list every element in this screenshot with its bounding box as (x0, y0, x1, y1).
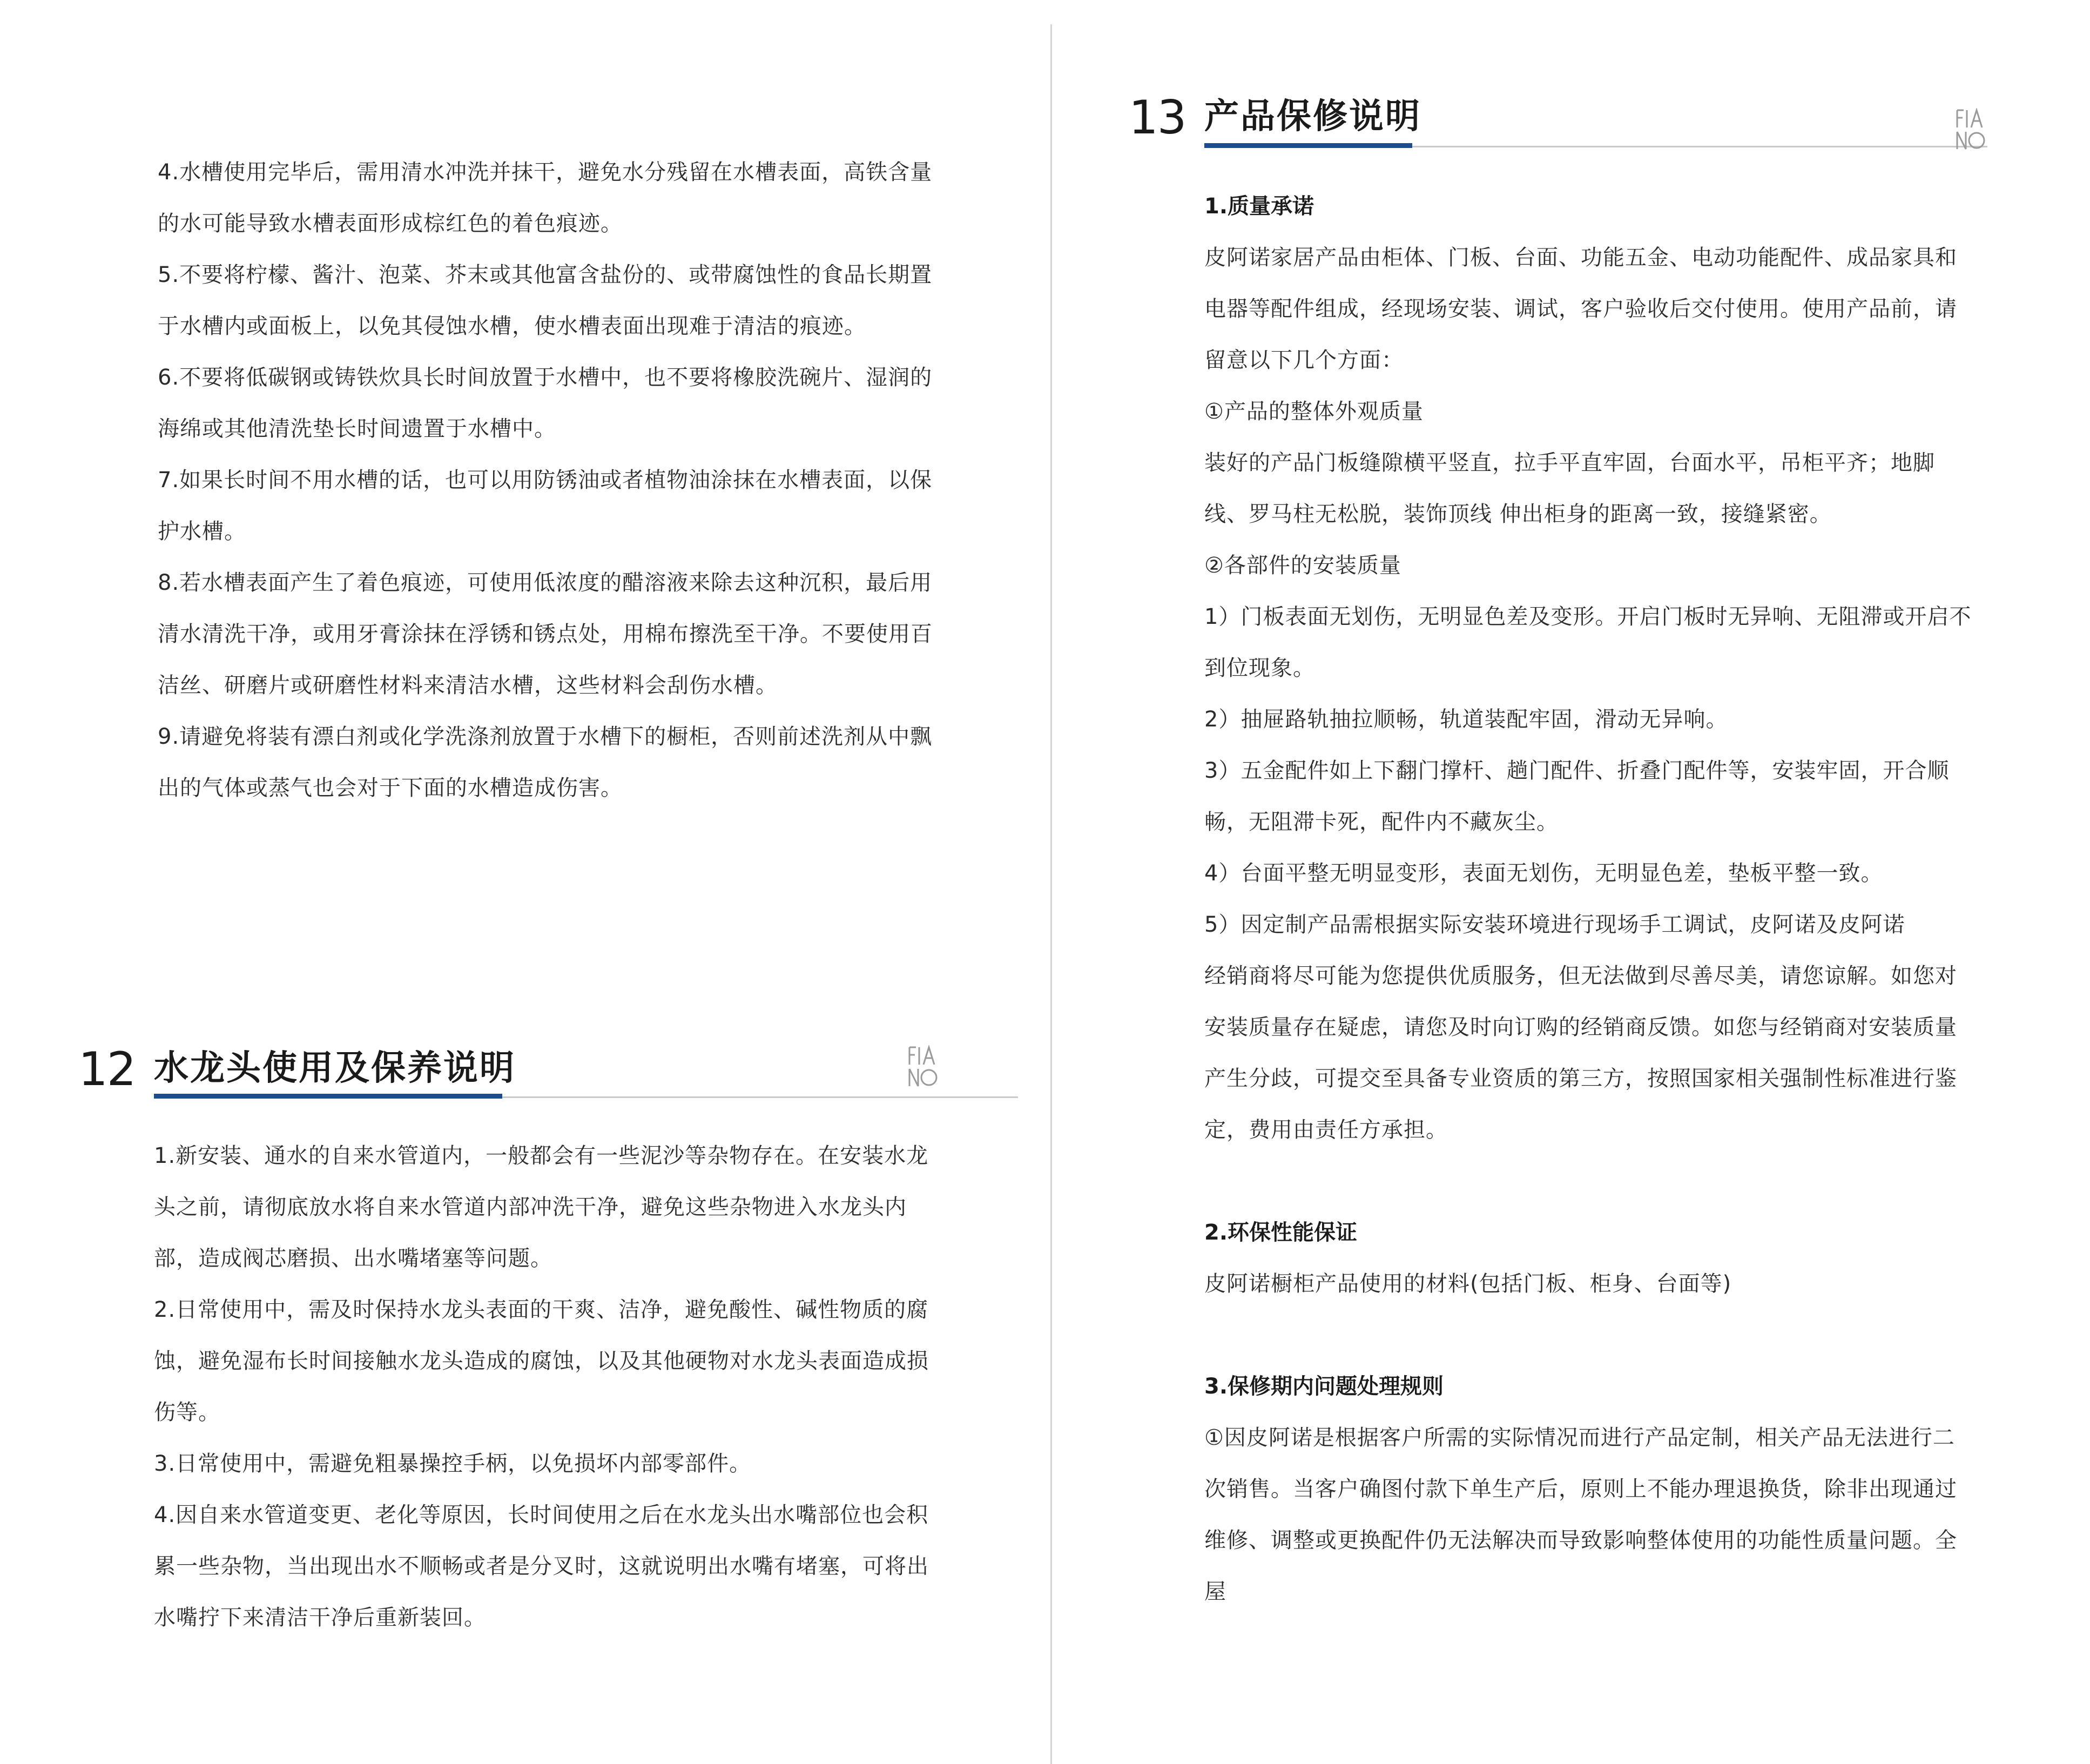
paragraph: 皮阿诺橱柜产品使用的材料(包括门板、柜身、台面等) (1204, 1271, 1732, 1296)
list-item: 9.请避免将装有漂白剂或化学洗涤剂放置于水槽下的橱柜，否则前述洗剂从中飘出的气体或蒸气也会对于下面的水槽造成伤害。 (158, 724, 933, 800)
section-number: 13 (1129, 91, 1186, 145)
list-item: 4.因自来水管道变更、老化等原因，长时间使用之后在水龙头出水嘴部位也会积累一些杂物，当出现出水不顺畅或者是分叉时，这就说明出水嘴有堵塞，可将出水嘴拧下来清洁干净后重新装回。 (154, 1503, 929, 1630)
brand-logo-icon (1955, 108, 1990, 151)
list-item: 4.水槽使用完毕后，需用清水冲洗并抹干，避免水分残留在水槽表面，高铁含量的水可能导致水槽表面形成棕红色的着色痕迹。 (158, 160, 933, 236)
list-item: 6.不要将低碳钢或铸铁炊具长时间放置于水槽中，也不要将橡胶洗碗片、湿润的海绵或其他清洗垫长时间遗置于水槽中。 (158, 365, 933, 441)
right-page (1053, 0, 2090, 1764)
paragraph: 5）因定制产品需根据实际安装环境进行现场手工调试，皮阿诺及皮阿诺 (1204, 912, 1905, 937)
list-item: 8.若水槽表面产生了着色痕迹，可使用低浓度的醋溶液来除去这种沉积，最后用清水清洗干净，或用牙膏涂抹在浮锈和锈点处，用棉布擦洗至干净。不要使用百洁丝、研磨片或研磨性材料来清洁水槽，这些材料会刮伤水槽。 (158, 570, 933, 698)
section-header-13 (1129, 91, 1993, 161)
paragraph: 装好的产品门板缝隙横平竖直，拉手平直牢固，台面水平，吊柜平齐；地脚线、罗马柱无松脱，装饰顶线 伸出柜身的距离一致，接缝紧密。 (1204, 450, 1935, 527)
list-item: 1.新安装、通水的自来水管道内，一般都会有一些泥沙等杂物存在。在安装水龙头之前，请彻底放水将自来水管道内部冲洗干净，避免这些杂物进入水龙头内部，造成阀芯磨损、出水嘴堵塞等问题。 (154, 1143, 929, 1271)
list-item: 7.如果长时间不用水槽的话，也可以用防锈油或者植物油涂抹在水槽表面，以保护水槽。 (158, 468, 933, 544)
sink-care-list (158, 147, 938, 814)
section-title: 水龙头使用及保养说明 (154, 1048, 516, 1088)
page-spine-divider (1050, 24, 1052, 1764)
section-header-12 (78, 1042, 942, 1113)
list-item: 3.日常使用中，需避免粗暴操控手柄，以免损坏内部零部件。 (154, 1451, 752, 1476)
section-number: 12 (78, 1042, 136, 1096)
quality-heading: 1.质量承诺 (1204, 194, 1314, 219)
faucet-care-list (154, 1130, 942, 1644)
paragraph: 4）台面平整无明显变形，表面无划伤，无明显色差，垫板平整一致。 (1204, 861, 1883, 886)
paragraph: 3）五金配件如上下翻门撑杆、趟门配件、折叠门配件等，安装牢固，开合顺畅，无阻滞卡死，配件内不藏灰尘。 (1204, 758, 1950, 834)
paragraph: ②各部件的安装质量 (1204, 553, 1401, 578)
eco-heading: 2.环保性能保证 (1204, 1220, 1358, 1245)
list-item: 2.日常使用中，需及时保持水龙头表面的干爽、洁净，避免酸性、碱性物质的腐蚀，避免湿布长时间接触水龙头造成的腐蚀，以及其他硬物对水龙头表面造成损伤等。 (154, 1297, 929, 1425)
warranty-content (1204, 181, 1974, 1618)
paragraph: 2）抽屉路轨抽拉顺畅，轨道装配牢固，滑动无异响。 (1204, 707, 1728, 732)
spacer (1204, 1310, 1974, 1361)
paragraph: 皮阿诺家居产品由柜体、门板、台面、功能五金、电动功能配件、成品家具和电器等配件组成，经现场安装、调试，客户验收后交付使用。使用产品前，请留意以下几个方面： (1204, 245, 1957, 373)
paragraph: 1）门板表面无划伤，无明显色差及变形。开启门板时无异响、无阻滞或开启不到位现象。 (1204, 604, 1972, 681)
paragraph: ①产品的整体外观质量 (1204, 399, 1424, 424)
paragraph: 经销商将尽可能为您提供优质服务，但无法做到尽善尽美，请您谅解。如您对安装质量存在疑虑，请您及时向订购的经销商反馈。如您与经销商对安装质量产生分歧，可提交至具备专业资质的第三方，按照国家相关强制性标准进行鉴定，费用由责任方承担。 (1204, 964, 1957, 1142)
title-accent-bar (154, 1094, 502, 1099)
section-title: 产品保修说明 (1204, 97, 1421, 137)
list-item: 5.不要将柠檬、酱汁、泡菜、芥末或其他富含盐份的、或带腐蚀性的食品长期置于水槽内或面板上，以免其侵蚀水槽，使水槽表面出现难于清洁的痕迹。 (158, 262, 933, 339)
warranty-rules-heading: 3.保修期内问题处理规则 (1204, 1374, 1444, 1399)
spacer (1204, 1156, 1974, 1207)
title-accent-bar (1204, 143, 1412, 148)
paragraph: ①因皮阿诺是根据客户所需的实际情况而进行产品定制，相关产品无法进行二次销售。当客户确图付款下单生产后，原则上不能办理退换货，除非出现通过维修、调整或更换配件仍无法解决而导致影响整体使用的功能性质量问题。全屋 (1204, 1425, 1957, 1604)
brand-logo-icon (907, 1045, 942, 1088)
